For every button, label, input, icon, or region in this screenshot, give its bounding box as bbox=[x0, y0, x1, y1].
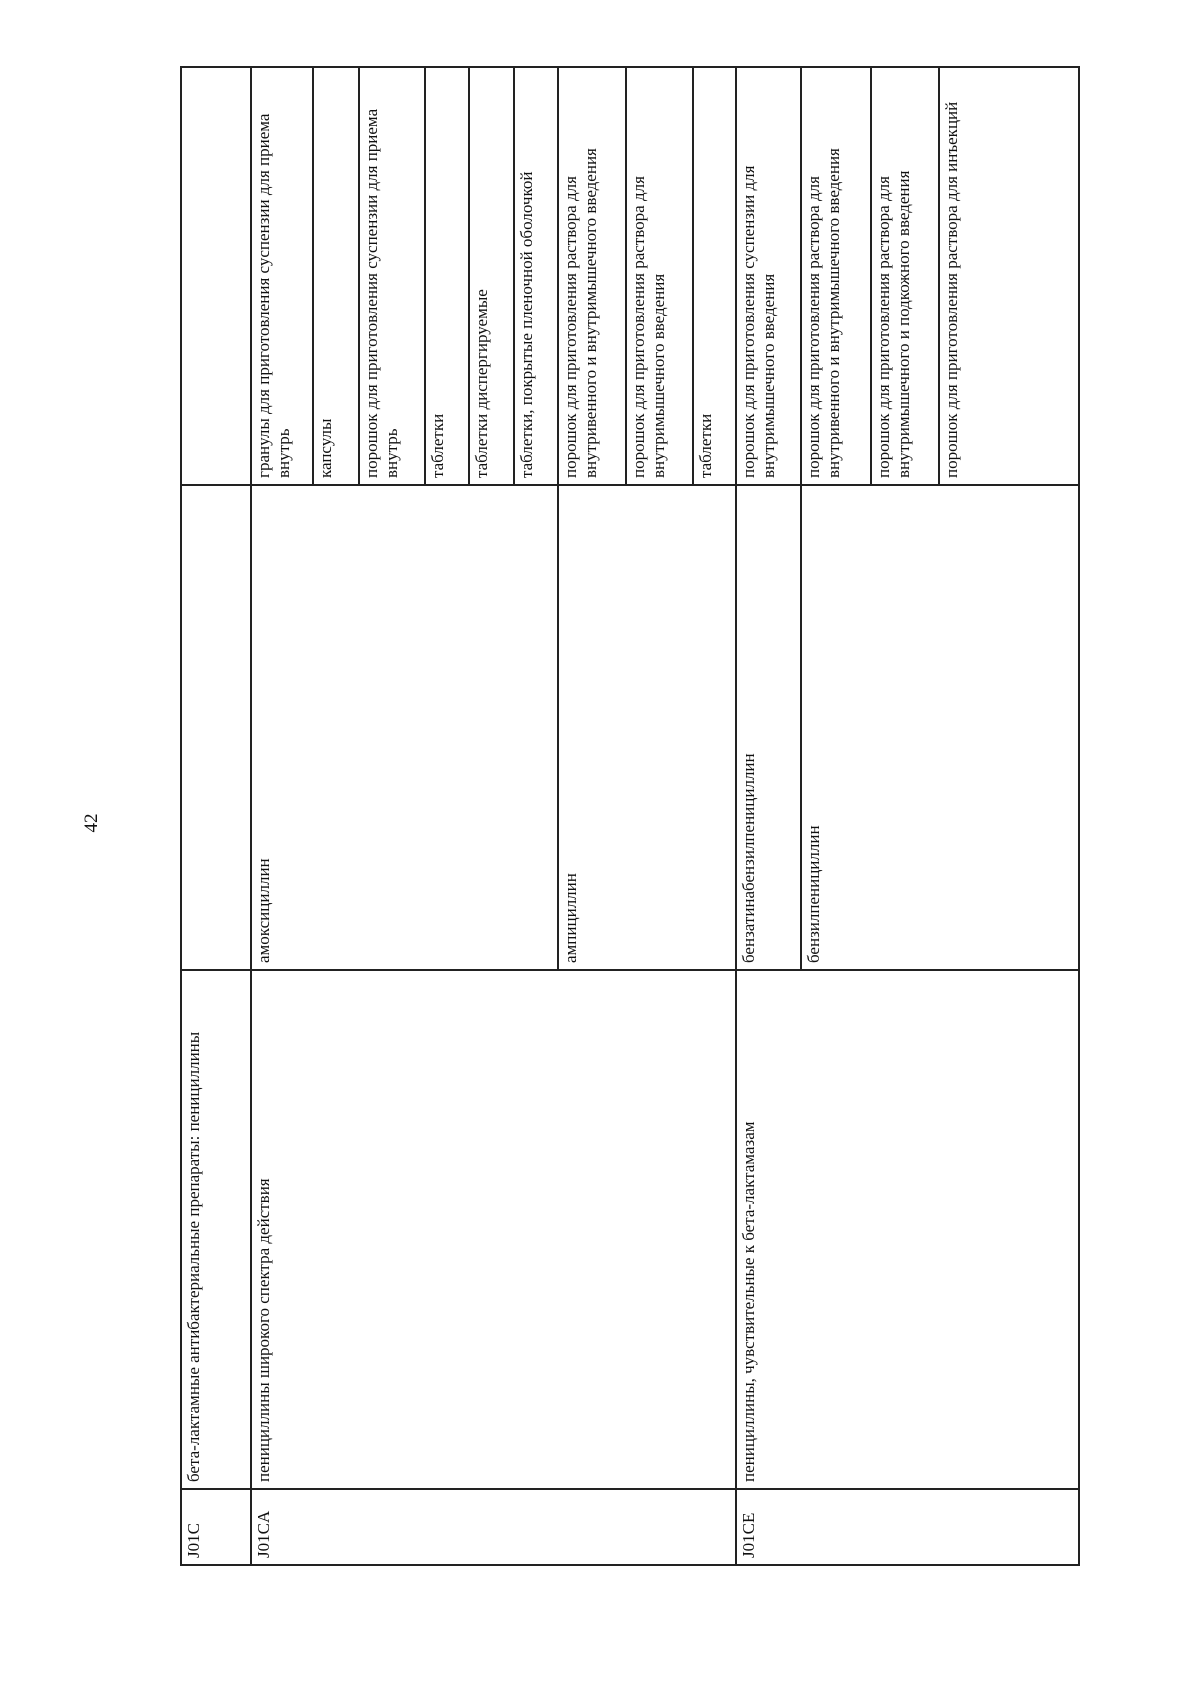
drug-inn: ампициллин bbox=[561, 873, 580, 963]
dosage-form: таблетки, покрытые пленочной оболочкой bbox=[517, 171, 536, 478]
dosage-form: таблетки bbox=[696, 413, 715, 478]
dosage-form: таблетки bbox=[428, 413, 447, 478]
dosage-form: порошок для приготовления суспензии для внутримышечного введения bbox=[739, 165, 778, 478]
dosage-form: порошок для приготовления раствора для инъекций bbox=[942, 101, 961, 478]
drug-table bbox=[180, 66, 1080, 1566]
table-border-left bbox=[180, 1565, 1080, 1567]
drug-inn: амоксициллин bbox=[254, 858, 273, 963]
dosage-form: порошок для приготовления суспензии для приема внутрь bbox=[362, 108, 401, 478]
atc-code: J01CE bbox=[739, 1512, 758, 1558]
dosage-form: порошок для приготовления раствора для внутривенного и внутримышечного введения bbox=[561, 148, 600, 478]
table-border-bottom bbox=[1078, 66, 1080, 1566]
page-number: 42 bbox=[81, 813, 102, 833]
dosage-form: капсулы bbox=[316, 418, 335, 478]
col-divider-2 bbox=[180, 970, 1080, 972]
dosage-form: порошок для приготовления раствора для внутривенного и внутримышечного введения bbox=[804, 148, 843, 478]
dosage-form: порошок для приготовления раствора для внутримышечного и подкожного введения bbox=[874, 170, 913, 478]
atc-code: J01CA bbox=[254, 1510, 273, 1558]
col-divider-1 bbox=[180, 1489, 1080, 1491]
drug-inn: бензатинабензилпенициллин bbox=[739, 753, 758, 963]
atc-code: J01C bbox=[184, 1523, 203, 1558]
atc-group: бета-лактамные антибактериальные препараты: пенициллины bbox=[184, 1031, 203, 1482]
atc-group: пенициллины широкого спектра действия bbox=[254, 1178, 273, 1482]
atc-group: пенициллины, чувствительные к бета-лактамазам bbox=[739, 1121, 758, 1482]
dosage-form: таблетки диспергируемые bbox=[472, 289, 491, 478]
dosage-form: порошок для приготовления раствора для внутримышечного введения bbox=[629, 176, 668, 478]
drug-inn: бензилпенициллин bbox=[804, 825, 823, 963]
dosage-form: гранулы для приготовления суспензии для приема внутрь bbox=[254, 113, 293, 478]
